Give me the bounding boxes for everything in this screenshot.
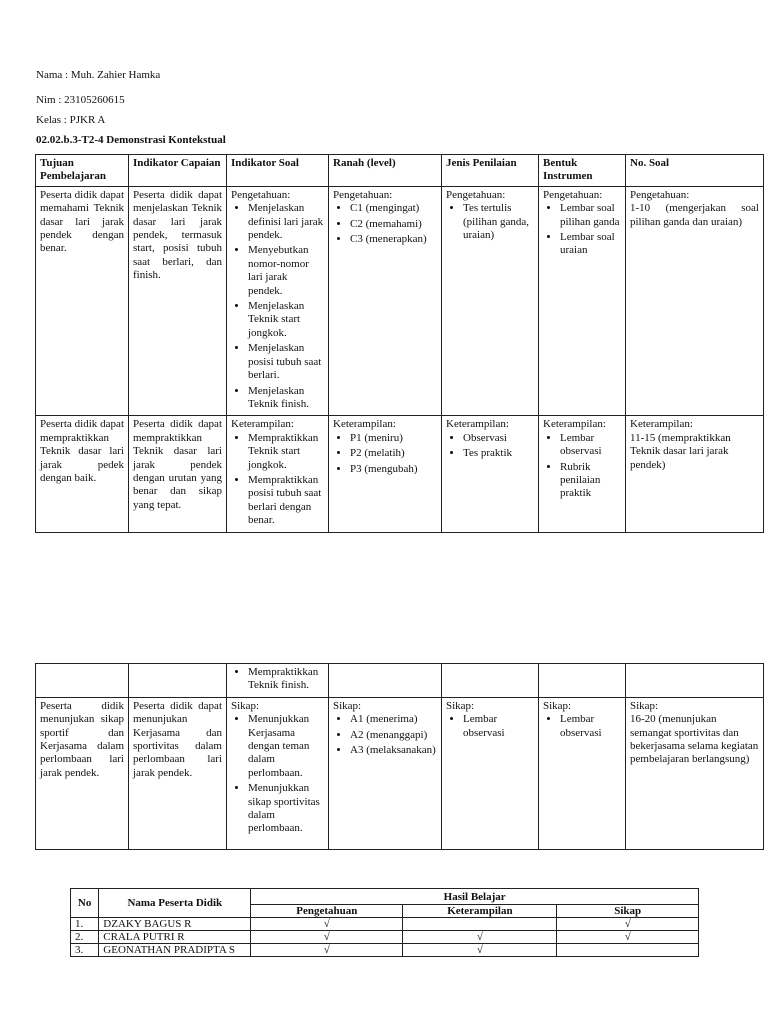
cell-title: Pengetahuan: [630,188,690,201]
cell-title: Sikap: [630,699,659,712]
list-item: • A1 (menerima) [350,713,437,726]
cell-no: 3. [71,944,99,957]
list-item: • Tes tertulis (pilihan ganda, uraian) [463,202,534,242]
cell-indikator-soal [227,664,329,698]
list-item: • Menjelaskan posisi tubuh saat berlari. [248,342,324,382]
document-title: 02.02.b.3-T2-4 Demonstrasi Kontekstual [36,134,226,146]
cell-empty [129,664,227,698]
cell-title: Pengetahuan: [543,188,603,201]
header-bentuk-instrumen: Bentuk Instrumen [539,155,626,187]
cell-title: Keterampilan: [333,418,396,431]
header-hasil-belajar: Hasil Belajar [251,889,699,905]
cell-no-soal [626,416,764,532]
cell-keterampilan-check: √ [403,931,557,944]
cell-no-soal [626,186,764,416]
list-item: • Lembar soal pilihan ganda [560,202,621,229]
cell-keterampilan-check [403,918,557,931]
list-item: • Lembar observasi [560,432,621,459]
table-row [36,697,764,849]
cell-indikator-soal [227,416,329,532]
table-row [36,186,764,416]
cell-empty [442,664,539,698]
student-class: Kelas : PJKR A [36,114,106,126]
list-item: • Menjelaskan Teknik finish. [248,385,324,412]
cell-ranah [329,416,442,532]
list-item: • Menunjukkan Kerjasama dengan teman dalam perlombaan. [248,713,324,780]
header-indikator-capaian: Indikator Capaian [129,155,227,187]
list-item: • C2 (memahami) [350,218,437,231]
list-item: • Menunjukkan sikap sportivitas dalam perlombaan. [248,782,324,836]
cell-tujuan: Peserta didik dapat memahami Teknik dasar lari jarak pendek dengan benar. [36,186,129,416]
list-item: • Lembar observasi [560,713,621,740]
cell-capaian: Peserta didik dapat mempraktikkan Teknik dasar lari jarak pendek dengan urutan yang benar dan sikap yang tepat. [129,416,227,532]
cell-indikator-soal [227,186,329,416]
cell-bentuk [539,416,626,532]
cell-bentuk [539,697,626,849]
cell-title: Keterampilan: [543,418,606,431]
list-item: • Lembar observasi [463,713,534,740]
cell-title: Sikap: [446,699,475,712]
cell-ranah [329,186,442,416]
cell-title: Sikap: [333,699,362,712]
header-jenis-penilaian: Jenis Penilaian [442,155,539,187]
cell-bentuk [539,186,626,416]
cell-capaian: Peserta didik dapat menunjukan Kerjasama dan sportivitas dalam perlombaan lari jarak pendek. [129,697,227,849]
table-row [71,944,699,957]
cell-pengetahuan-check: √ [251,931,403,944]
table-row [36,664,764,698]
cell-title: Keterampilan: [630,418,693,431]
cell-jenis [442,697,539,849]
list-item: • P3 (mengubah) [350,463,437,476]
results-header-row [71,889,699,905]
list-item: • Mempraktikkan Teknik start jongkok. [248,432,324,472]
cell-empty [539,664,626,698]
cell-sikap-check: √ [557,918,699,931]
cell-empty [36,664,129,698]
list-item: • Rubrik penilaian praktik [560,461,621,501]
assessment-table [35,154,764,533]
student-nim: Nim : 23105260615 [36,94,125,106]
cell-nama: CRALA PUTRI R [99,931,251,944]
list-item: • P1 (meniru) [350,432,437,445]
table-row [71,931,699,944]
list-item: • Menyebutkan nomor-nomor lari jarak pendek. [248,244,324,298]
list-item: • A2 (menanggapi) [350,729,437,742]
assessment-table-continued [35,663,764,850]
cell-sikap-check: √ [557,931,699,944]
table-row [36,416,764,532]
cell-pengetahuan-check: √ [251,918,403,931]
cell-ranah [329,697,442,849]
cell-capaian: Peserta didik dapat menjelaskan Teknik dasar lari jarak pendek, termasuk start, posisi tubuh saat berlari, dan finish. [129,186,227,416]
table-row [71,918,699,931]
cell-title: Sikap: [231,699,260,712]
table-header-row [36,155,764,187]
list-item: • Tes praktik [463,447,534,460]
header-ranah: Ranah (level) [329,155,442,187]
cell-text: 11-15 (mempraktikkan Teknik dasar lari jarak pendek) [630,431,731,471]
cell-no: 2. [71,931,99,944]
list-item: • Mempraktikkan Teknik finish. [248,666,324,693]
cell-empty [626,664,764,698]
header-keterampilan: Keterampilan [403,905,557,918]
cell-jenis [442,416,539,532]
header-tujuan: Tujuan Pembelajaran [36,155,129,187]
list-item: • A3 (melaksanakan) [350,744,437,757]
cell-nama: DZAKY BAGUS R [99,918,251,931]
student-name: Nama : Muh. Zahier Hamka [36,69,161,81]
header-no-soal: No. Soal [626,155,764,187]
list-item: • Lembar soal uraian [560,231,621,258]
cell-text: 1-10 (mengerjakan soal pilihan ganda dan uraian) [630,202,759,228]
list-item: • Mempraktikkan posisi tubuh saat berlari dengan benar. [248,474,324,528]
cell-keterampilan-check: √ [403,944,557,957]
cell-sikap-check [557,944,699,957]
list-item: • Menjelaskan definisi lari jarak pendek. [248,202,324,242]
list-item: • P2 (melatih) [350,447,437,460]
header-pengetahuan: Pengetahuan [251,905,403,918]
header-indikator-soal: Indikator Soal [227,155,329,187]
cell-title: Pengetahuan: [333,188,393,201]
cell-title: Sikap: [543,699,572,712]
cell-title: Pengetahuan: [446,188,506,201]
cell-no-soal [626,697,764,849]
cell-title: Keterampilan: [446,418,509,431]
cell-pengetahuan-check: √ [251,944,403,957]
cell-title: Pengetahuan: [231,188,291,201]
list-item: • Menjelaskan Teknik start jongkok. [248,300,324,340]
list-item: • C3 (menerapkan) [350,233,437,246]
cell-no: 1. [71,918,99,931]
cell-tujuan: Peserta didik dapat mempraktikkan Teknik dasar lari jarak pedek dengan baik. [36,416,129,532]
header-sikap: Sikap [557,905,699,918]
header-no: No [71,889,99,918]
list-item: • Observasi [463,432,534,445]
header-nama: Nama Peserta Didik [99,889,251,918]
cell-empty [329,664,442,698]
results-table [70,888,699,957]
cell-jenis [442,186,539,416]
cell-tujuan: Peserta didik menunjukan sikap sportif dan Kerjasama dalam perlombaan lari jarak pendek. [36,697,129,849]
cell-text: 16-20 (menunjukan semangat sportivitas dan bekerjasama selama kegiatan pembelajaran berlangsung) [630,713,759,766]
cell-title: Keterampilan: [231,418,294,431]
cell-nama: GEONATHAN PRADIPTA S [99,944,251,957]
list-item: • C1 (mengingat) [350,202,437,215]
cell-indikator-soal [227,697,329,849]
